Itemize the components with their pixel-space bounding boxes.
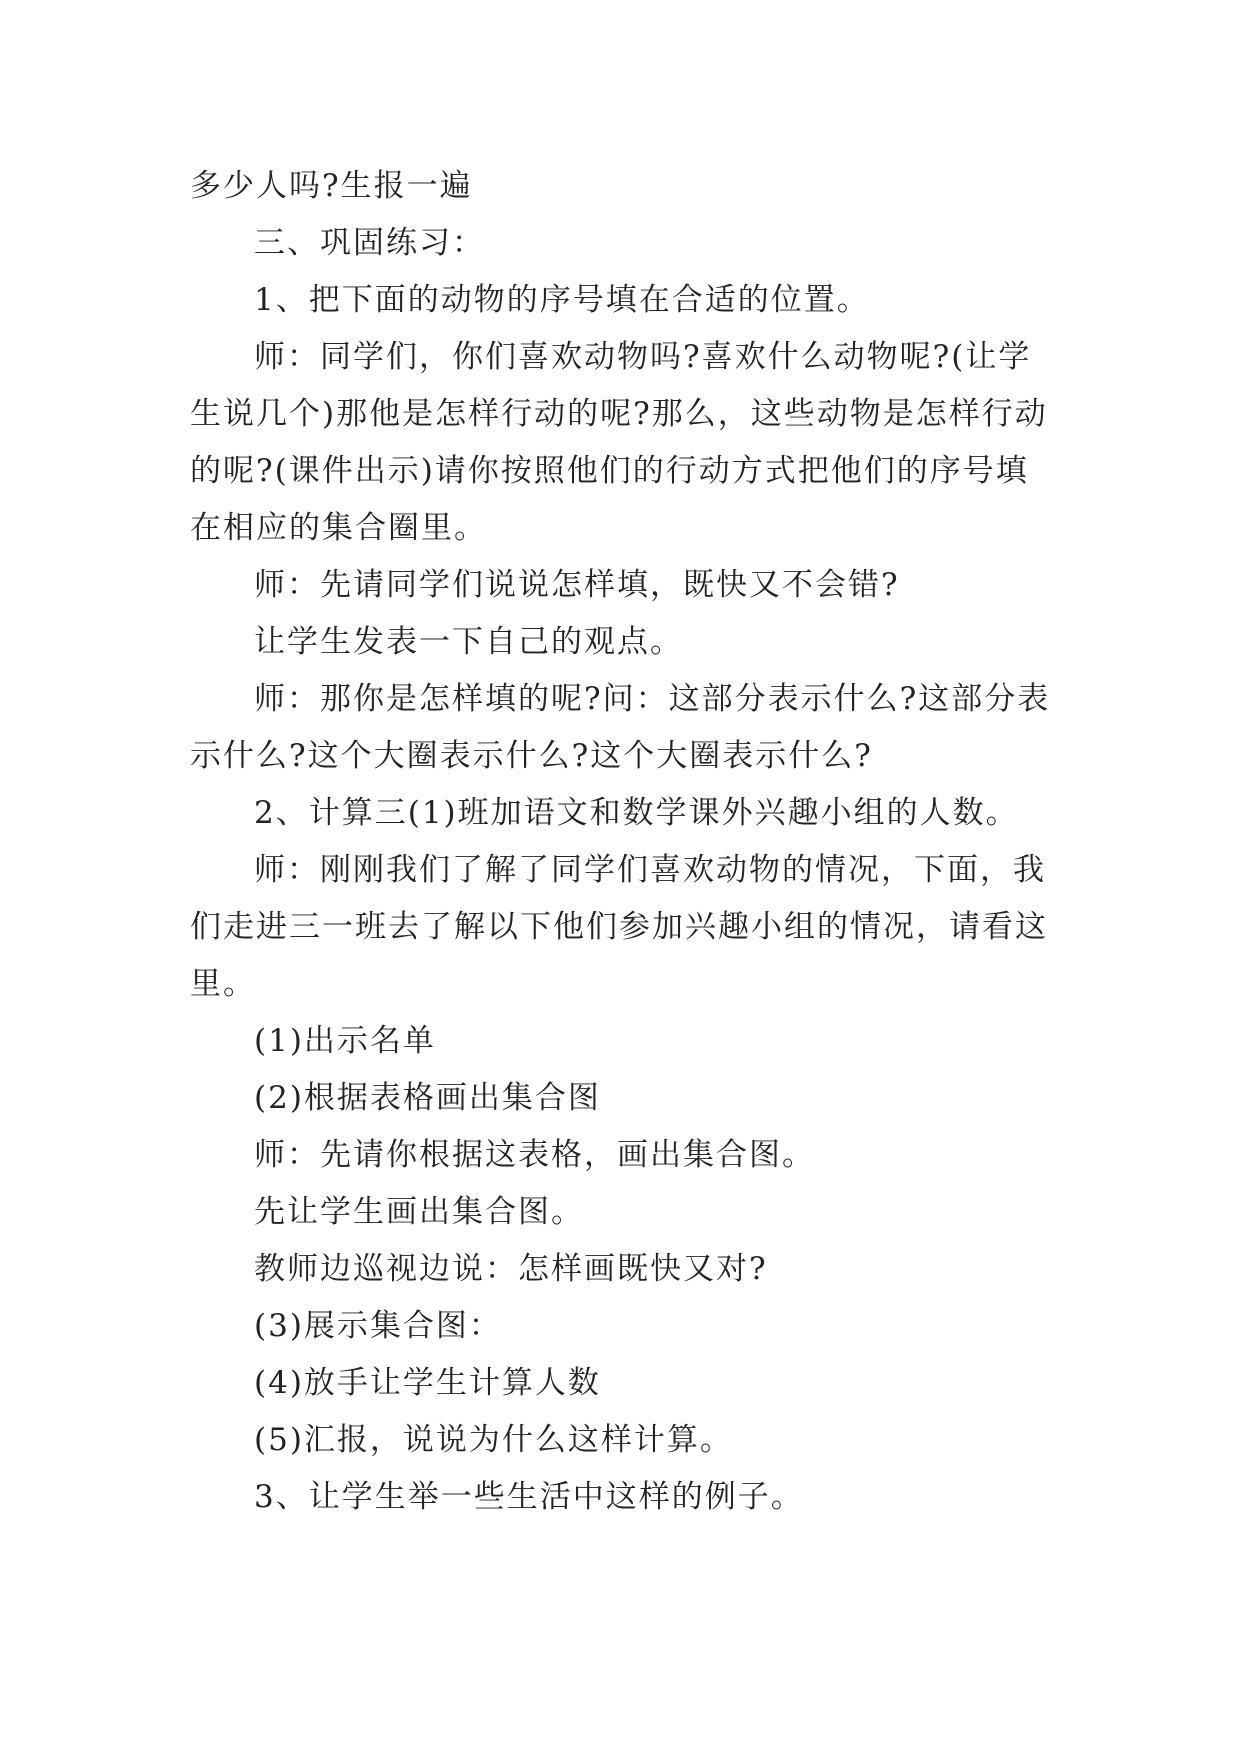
step-1-item: (1)出示名单 bbox=[254, 1023, 436, 1059]
step-2-item: (2)根据表格画出集合图 bbox=[254, 1080, 601, 1116]
step-4-item: (4)放手让学生计算人数 bbox=[254, 1365, 601, 1401]
student-opinion-paragraph: 让学生发表一下自己的观点。 bbox=[254, 624, 683, 660]
teacher-patrol-paragraph: 教师边巡视边说：怎样画既快又对? bbox=[254, 1251, 768, 1287]
document-body bbox=[190, 158, 1056, 1526]
teacher-questions-paragraph: 师：那你是怎样填的呢?问：这部分表示什么?这部分表示什么?这个大圈表示什么?这个大圈表示什么? bbox=[190, 681, 1051, 774]
exercise-2-title: 2、计算三(1)班加语文和数学课外兴趣小组的人数。 bbox=[254, 795, 1019, 831]
paragraph-continuation: 多少人吗?生报一遍 bbox=[190, 168, 473, 204]
teacher-intro-paragraph: 师：刚刚我们了解了同学们喜欢动物的情况，下面，我们走进三一班去了解以下他们参加兴趣小组的情况，请看这里。 bbox=[190, 852, 1048, 1002]
teacher-dialogue-paragraph: 师：同学们，你们喜欢动物吗?喜欢什么动物呢?(让学生说几个)那他是怎样行动的呢?那么，这些动物是怎样行动的呢?(课件出示)请你按照他们的行动方式把他们的序号填在相应的集合圈里。 bbox=[190, 339, 1048, 546]
exercise-1-title: 1、把下面的动物的序号填在合适的位置。 bbox=[254, 282, 870, 318]
teacher-question-paragraph: 师：先请同学们说说怎样填，既快又不会错? bbox=[254, 567, 900, 603]
student-drawing-paragraph: 先让学生画出集合图。 bbox=[254, 1194, 584, 1230]
step-5-item: (5)汇报，说说为什么这样计算。 bbox=[254, 1422, 733, 1458]
exercise-3-title: 3、让学生举一些生活中这样的例子。 bbox=[254, 1479, 804, 1515]
section-heading-practice: 三、巩固练习： bbox=[254, 225, 485, 261]
teacher-instruction-paragraph: 师：先请你根据这表格，画出集合图。 bbox=[254, 1137, 815, 1173]
step-3-item: (3)展示集合图： bbox=[254, 1308, 502, 1344]
